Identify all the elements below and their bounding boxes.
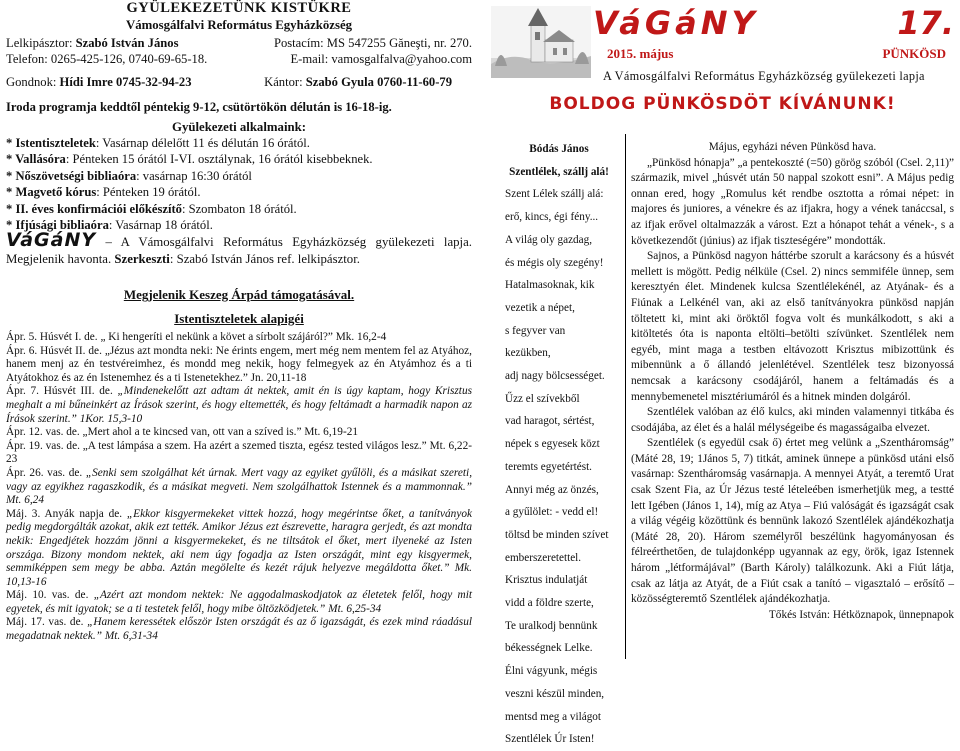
article-paragraph: Szentlélek valóban az élő kulcs, aki minden valamennyi titkába és csodájába, az élet és a halál mélységeibe és magasságaiba elvezet. (631, 406, 954, 434)
church-photo (491, 6, 591, 78)
poem-line: a gyűlölet: - vedd el! (505, 506, 599, 519)
poem-line: Krisztus indulatját (505, 574, 588, 587)
right-column (485, 0, 960, 746)
pastor-line: Lelkipásztor: Szabó István János (6, 36, 179, 50)
poem-line: Hatalmasoknak, kik (505, 279, 595, 292)
poem-line: népek s egyesek közt (505, 438, 600, 451)
poem-line: teremts egyetértést. (505, 460, 592, 473)
reading-item: Ápr. 5. Húsvét I. de. „ Ki hengeríti el nekünk a követ a sírbolt szájáról?” Mk. 16,2-4 (6, 331, 387, 343)
article-paragraph: Sajnos, a Pünkösd nagyon háttérbe szorult a karácsony és a húsvét mellett is mögött. Pedig nélküle (Csel. 2) nincs semmiféle ünnep, sem keresztyén élet. Mindenek kulcsa Szentlélekénél, az Atyának- és a Fiúnak a Lelkénél van, aki az első tanítványokra pünkösd napján töltetett ki, mint aki öröktől fogva volt és munkálkodott, s aki a kitöltetés óta is naponta eltölti–betölti szívünket. Szentlélek nem egyéb, mint maga a testben eltávozott Krisztus mibizottünk és mibennünk a ő állandó jelenlétével. Szentlélek tesz bizonyossá nemcsak a karácsony csodájáról, hanem a feltámadás és a mennybemenetel misztériumáról és a hitnek minden dolgáról. (631, 250, 954, 403)
poem-line: Űzz el szívekből (505, 392, 580, 405)
masthead-subtitle: A Vámosgálfalvi Református Egyházközség gyülekezeti lapja (603, 69, 925, 83)
contact-row-1 (6, 36, 472, 51)
postal-address: Postacím: MS 547255 Găneşti, nr. 270. (273, 36, 472, 50)
pentecost-greeting: BOLDOG PÜNKÖSDÖT KÍVÁNUNK! (549, 94, 896, 114)
church-name: Vámosgálfalvi Református Egyházközség (125, 18, 353, 32)
sponsor-note: Megjelenik Keszeg Árpád támogatásával. (123, 287, 355, 302)
poem-line: kezükben, (505, 347, 551, 360)
poem-line: veszni készül minden, (505, 687, 605, 700)
article-source: Tőkés István: Hétköznapok, ünnepnapok (768, 608, 954, 621)
article-intro: Május, egyházi néven Pünkösd hava. (708, 141, 877, 153)
reading-item: Ápr. 19. vas. de. „A test lámpása a szem. Ha azért a szemed tiszta, egész tested világos lesz.” Mt. 6,22-23 (6, 439, 472, 466)
poem-title: Szentlélek, szállj alá! (509, 165, 609, 178)
article-paragraph: Szentlélek (s egyedül csak ő) értet meg velünk a „Szentháromság” (Máté 28, 19; 1János 5, 7) titkát, aminek ünnepe a pünkösd utáni első vasárnap: Szentháromság vasárnapja. A mennyei Atyát, a teremtő Urat csak Szent Fia, az Úr Jézus testé lételeében ismerhetjük meg, a testté lett Igében (János 1, 14), míg az Atya – Fiú valóságát és igazságát csak a világ végéig közöttünk és bennünk lakozó Szentlélek ajándékozhatja (Máté 28, 20). Három személyről beszélünk hagyományosan és félreérthetően, de tulajdonképp ugyannak az egy, örök, igaz Istennek három „létformájával” (Barth Károly) találkozunk. Aki a Fiút látja, csak az látja az Atyát, de a Fiút csak a tanító – vigasztaló – erősítő – közösségteremtő Szentlélek ajándékozhatja. (631, 437, 954, 606)
article-paragraph: „Pünkösd hónapja” „a pentekoszté (=50) görög szóból (Csel. 2,11)” származik, mivel „húsvét után 50 nappal szokott esni”. A Május pedig onnan ered, hogy „Romulus két rendbe osztotta a római népet: in majores és juniores, a vénekre és az ifjakra, hogy a vének tanáccsal, s az ifjak erővel oltalmazzák a várost. Ezt a hónapot tehát a vének-, s a következendőt (június) az ifjak tiszteségére” mondották. (631, 156, 954, 247)
service-item: * Ifjúsági bibliaóra: Vasárnap 18 órától. (6, 218, 213, 233)
readings-title: Istentiszteletek alapigéi (174, 311, 304, 326)
poem (505, 138, 625, 751)
office-hours: Iroda programja keddtől péntekig 9-12, csütörtökön délután is 16-18-ig. (6, 100, 392, 114)
email-address: E-mail: vamosgalfalva@yahoo.com (290, 52, 472, 66)
issue-date: 2015. május (607, 46, 674, 61)
services-title: Gyülekezeti alkalmaink: (171, 120, 306, 134)
poem-line: vidd a földre szerte, (505, 597, 594, 610)
poem-line: A világ oly gazdag, (505, 233, 592, 246)
reading-item: Ápr. 12. vas. de. „Mert ahol a te kincsed van, ott van a szíved is.” Mt. 6,19-21 (6, 426, 359, 439)
vagany-logo-small: VáGáNY (6, 229, 97, 251)
poem-line: és mégis oly szegény! (505, 256, 604, 269)
contact-row-3 (6, 75, 472, 90)
kantor-line: Kántor: Szabó Gyula 0760-11-60-79 (264, 75, 452, 89)
poem-line: Szentlélek Úr Isten! (505, 733, 595, 746)
column-divider (625, 134, 626, 659)
service-item: * II. éves konfirmációi előkészítő: Szombaton 18 órától. (6, 201, 297, 216)
bulletin-title: GYÜLEKEZETÜNK KISTÜKRE (126, 0, 352, 16)
poem-line: mentsd meg a világot (505, 710, 602, 723)
poem-author: Bódás János (529, 143, 589, 155)
services-list (6, 135, 472, 233)
pastor-name: Szabó István János (75, 36, 179, 50)
service-item: * Nőszövetségi bibliaóra: vasárnap 16:30 órától (6, 168, 252, 183)
poem-line: Élni vágyunk, mégis (505, 665, 598, 678)
poem-line: adj nagy bölcsességet. (505, 370, 605, 383)
phone-numbers: Telefon: 0265-425-126, 0740-69-65-18. (6, 52, 208, 66)
reading-item: Máj. 3. Anyák napja de. „Ekkor kisgyermekeket vittek hozzá, hogy megérintse őket, a tanítványok pedig megdorgálták azokat, akik ezt tették. Amikor Jézus ezt észrevette, haragra gerjedt, és azt mondta nekik: Engedjétek hozzám jönni a kisgyermekeket, és ne tiltsátok el őket, mert ilyeneké az Isten országa. Bizony mondom nektek, aki nem úgy fogadja az Isten országát, mint egy kisgyermek, semmiképpen sem megy be abba. Aztán megölelte és kezét rájuk helyezve megáldotta őket.” Mk. 10,13-16 (6, 507, 472, 588)
reading-item: Ápr. 7. Húsvét III. de. „Mindenekelőtt azt adtam át nektek, amit én is úgy kaptam, hogy Krisztus meghalt a mi bűneinkért az Írások szerint, és hogy eltemették, és hogy feltámadt a harmadik napon az Írások szerint.” 1Kor. 15,3-10 (6, 385, 472, 425)
pentecost-article (631, 140, 954, 623)
poem-line: Te uralkodj bennünk (505, 619, 598, 632)
poem-line: vad haragot, sértést, (505, 415, 595, 428)
issue-number: 17. (897, 4, 954, 42)
contact-row-2 (6, 52, 472, 67)
publication-info: VáGáNY – A Vámosgálfalvi Református Egyházközség gyülekezeti lapja. Megjelenik havonta. Szerkeszti: Szabó István János ref. lelkipásztor. (6, 229, 472, 266)
poem-line: Annyi még az önzés, (505, 483, 599, 496)
issue-occasion: PÜNKÖSD (882, 46, 946, 61)
service-item: * Istentiszteletek: Vasárnap délelőtt 11 és délután 16 órától. (6, 136, 310, 150)
poem-line: erő, kincs, égi fény... (505, 211, 599, 224)
poem-line: vezetik a népet, (505, 301, 575, 314)
left-column (0, 0, 478, 663)
poem-line: töltsd be minden szívet (505, 528, 609, 541)
readings-list (6, 331, 472, 644)
poem-line: emberszeretettel. (505, 551, 582, 564)
service-item: * Vallásóra: Pénteken 15 órától I-VI. osztálynak, 16 órától kisebbeknek. (6, 152, 373, 167)
reading-item: Ápr. 6. Húsvét II. de. „Jézus azt mondta neki: Ne érints engem, mert még nem mentem fel az Atyához, hanem menj az én testvéreimhez, és mondd meg nekik, hogy felmegyek az én Atyámhoz és a ti Atyátokhoz és az én Istenemhez és a ti Istenetekhez.” Jn. 20,11-18 (6, 344, 472, 384)
poem-line: s fegyver van (505, 324, 566, 337)
poem-line: békességnek Lelke. (505, 642, 593, 655)
reading-item: Máj. 10. vas. de. „Azért azt mondom nektek: Ne aggodalmaskodjatok az életetek felől, hogy mit egyetek, és mit igyatok; se a ti testetek felől, hogy mibe öltözködjetek.” Mt. 6,25-34 (6, 589, 472, 615)
reading-item: Máj. 17. vas. de. „Hanem keressétek először Isten országát és az ő igazságát, és ezek mind ráadásul megadatnak nektek.” Mt. 6,31-34 (6, 616, 472, 643)
gondnok-line: Gondnok: Hídi Imre 0745-32-94-23 (6, 75, 192, 89)
service-item: * Magvető kórus: Pénteken 19 órától. (6, 185, 201, 200)
reading-item: Ápr. 26. vas. de. „Senki sem szolgálhat két úrnak. Mert vagy az egyiket gyűlöli, és a másikat szereti, vagy az egyikhez ragaszkodik, és a másikat megveti. Nem szolgálhattok Istennek és a mammonnak.” Mt. 6,24 (6, 466, 473, 507)
masthead-logo: VáGáNY (593, 4, 759, 42)
poem-line: Szent Lélek szállj alá: (505, 188, 604, 201)
